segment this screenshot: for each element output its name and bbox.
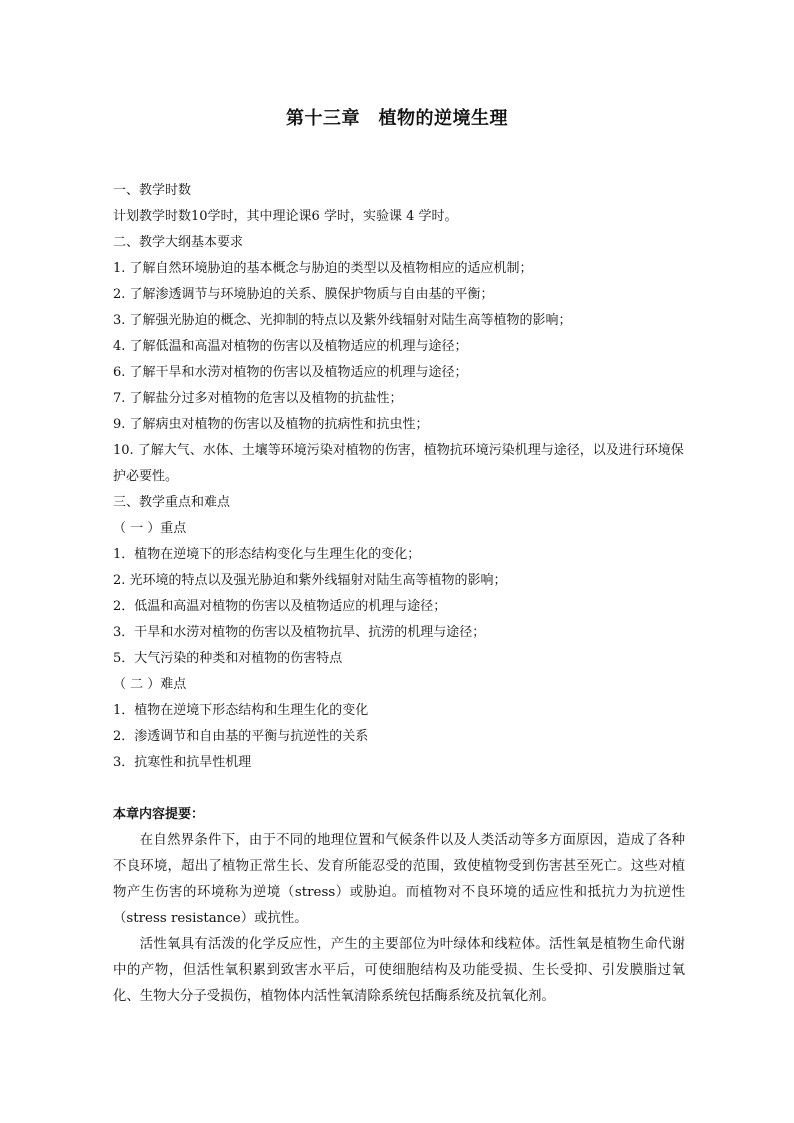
key-point-item: 2．低温和高温对植物的伤害以及植物适应的机理与途径；	[113, 599, 447, 614]
subheading-difficult-points: （ 二 ）难点	[113, 677, 187, 692]
section-heading-requirements: 二、教学大纲基本要求	[113, 235, 244, 250]
summary-paragraph: 在自然界条件下，由于不同的地理位置和气候条件以及人类活动等多方面原因，造成了各种不良环境，超出了植物正常生长、发育所能忍受的范围，致使植物受到伤害甚至死亡。这些对植物产生伤害的环境称为逆境（stress）或胁迫。而植物对不良环境的适应性和抵抗力为抗逆性（stress resistance）或抗性。	[113, 833, 685, 926]
document-body	[113, 178, 685, 1010]
requirement-item: 2. 了解渗透调节与环境胁迫的关系、膜保护物质与自由基的平衡；	[113, 287, 494, 302]
summary-heading: 本章内容提要：	[113, 807, 205, 822]
requirement-item: 7. 了解盐分过多对植物的危害以及植物的抗盐性；	[113, 391, 403, 406]
requirement-item: 3. 了解强光胁迫的概念、光抑制的特点以及紫外线辐射对陆生高等植物的影响；	[113, 313, 572, 328]
section-heading-key-difficult: 三、教学重点和难点	[113, 495, 231, 510]
key-point-item: 3．干旱和水涝对植物的伤害以及植物抗旱、抗涝的机理与途径；	[113, 625, 486, 640]
summary-paragraph: 活性氧具有活泼的化学反应性，产生的主要部位为叶绿体和线粒体。活性氧是植物生命代谢中的产物，但活性氧积累到致害水平后，可使细胞结构及功能受损、生长受抑、引发膜脂过氧化、生物大分子受损伤，植物体内活性氧清除系统包括酶系统及抗氧化剂。	[113, 937, 685, 1004]
requirement-item: 9. 了解病虫对植物的伤害以及植物的抗病性和抗虫性；	[113, 417, 429, 432]
hours-text: 计划教学时数10学时，其中理论课6 学时，实验课 4 学时。	[113, 209, 458, 224]
requirement-item: 6. 了解干旱和水涝对植物的伤害以及植物适应的机理与途径；	[113, 365, 468, 380]
requirement-item: 1. 了解自然环境胁迫的基本概念与胁迫的类型以及植物相应的适应机制；	[113, 261, 533, 276]
section-heading-hours: 一、教学时数	[113, 183, 192, 198]
subheading-key-points: （ 一 ）重点	[113, 521, 187, 536]
key-point-item: 5．大气污染的种类和对植物的伤害特点	[113, 651, 343, 666]
requirement-item: 4. 了解低温和高温对植物的伤害以及植物适应的机理与途径；	[113, 339, 468, 354]
requirement-item: 10. 了解大气、水体、土壤等环境污染对植物的伤害，植物抗环境污染机理与途径，以及进行环境保护必要性。	[113, 443, 684, 484]
key-point-item: 1．植物在逆境下的形态结构变化与生理生化的变化；	[113, 547, 421, 562]
key-point-item: 2. 光环境的特点以及强光胁迫和紫外线辐射对陆生高等植物的影响；	[113, 573, 507, 588]
difficult-point-item: 1．植物在逆境下形态结构和生理生化的变化	[113, 703, 369, 718]
difficult-point-item: 3．抗寒性和抗旱性机理	[113, 755, 252, 770]
chapter-title: 第十三章 植物的逆境生理	[286, 108, 508, 129]
difficult-point-item: 2．渗透调节和自由基的平衡与抗逆性的关系	[113, 729, 369, 744]
spacer	[113, 776, 685, 802]
